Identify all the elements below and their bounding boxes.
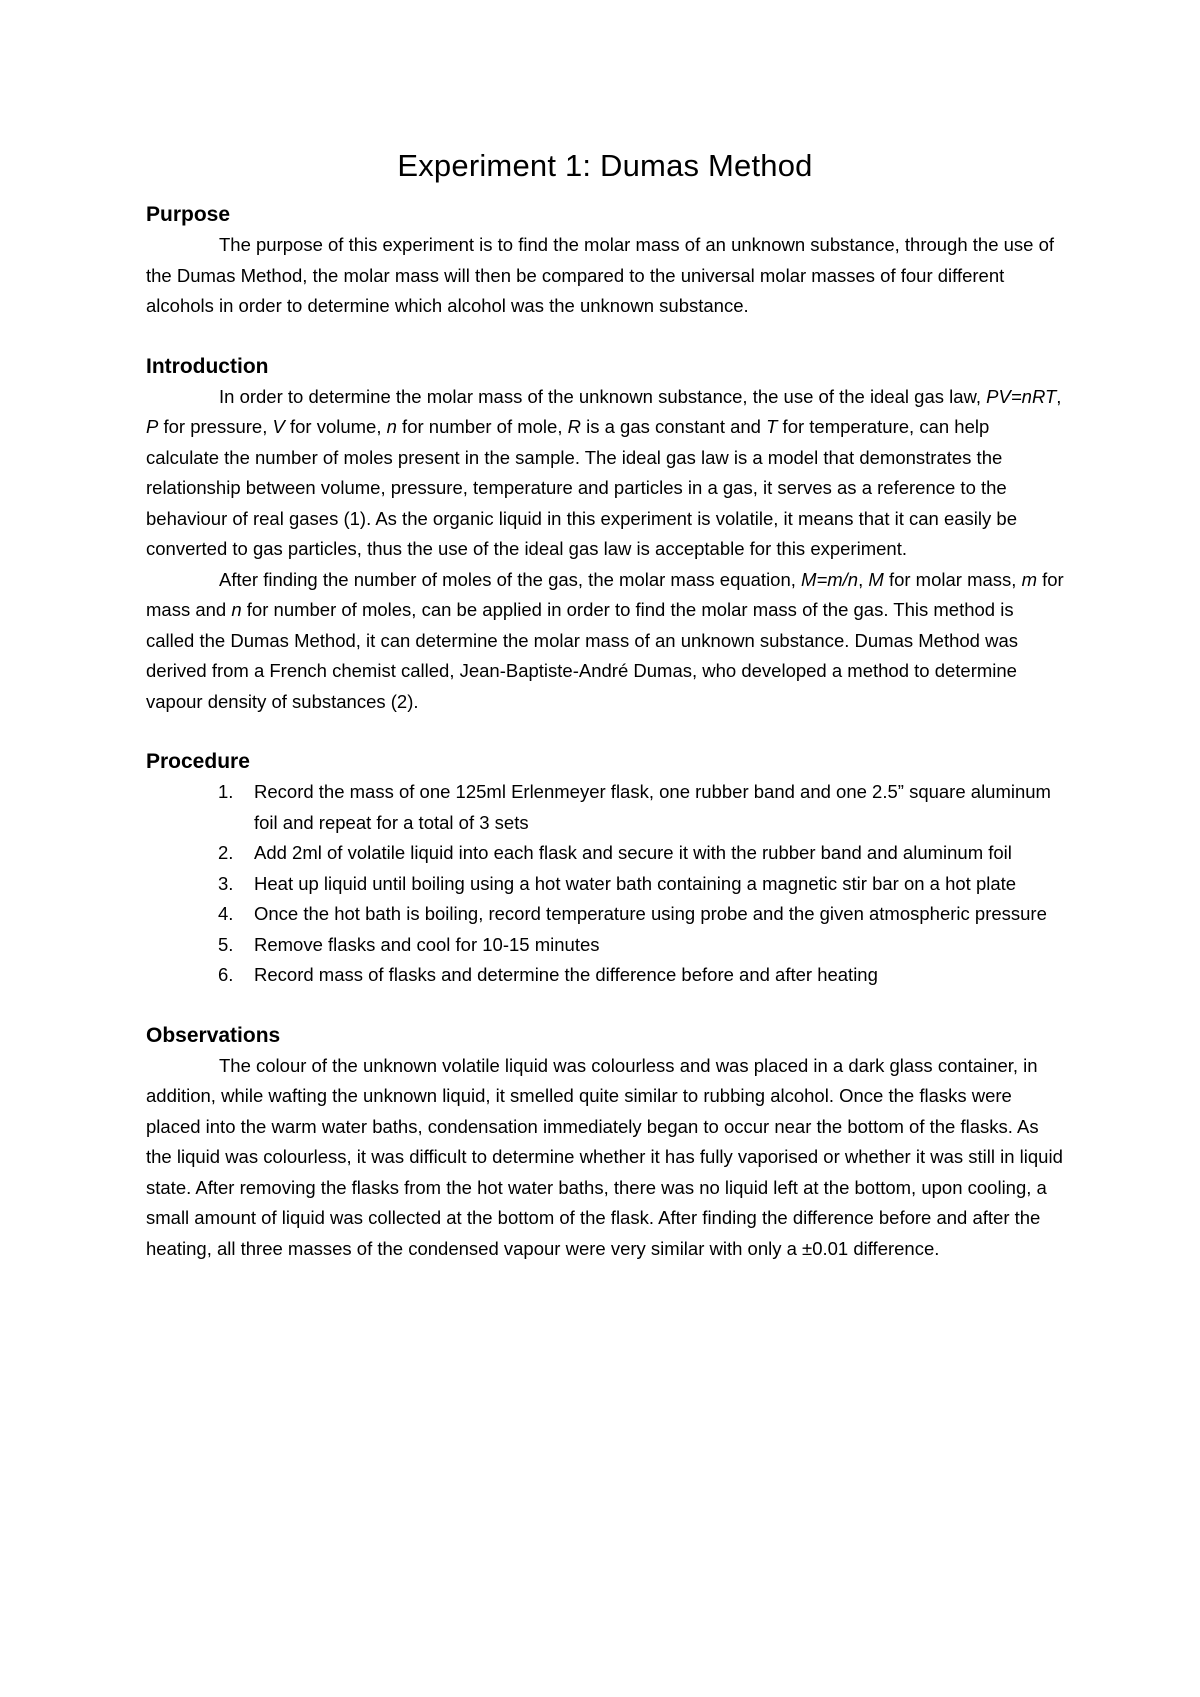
text-run: for mass and bbox=[146, 568, 1064, 620]
molar-mass-equation: M=m/n bbox=[801, 568, 859, 590]
symbol-moles: n bbox=[231, 599, 242, 620]
purpose-heading: Purpose bbox=[146, 203, 231, 226]
step-number: 1. bbox=[218, 781, 234, 802]
text-run: for number of mole, bbox=[396, 416, 568, 437]
page-title: Experiment 1: Dumas Method bbox=[397, 148, 813, 183]
step-text: Remove flasks and cool for 10-15 minutes bbox=[254, 933, 600, 955]
text-run: , bbox=[858, 568, 869, 590]
ideal-gas-equation: PV=nRT bbox=[986, 385, 1057, 407]
symbol-mass: m bbox=[1021, 568, 1037, 590]
text-run: for volume, bbox=[284, 416, 387, 437]
purpose-section bbox=[146, 200, 1064, 322]
introduction-paragraph-2 bbox=[146, 565, 1064, 718]
symbol-t: T bbox=[766, 416, 778, 437]
step-number: 3. bbox=[218, 872, 234, 894]
document-page bbox=[146, 140, 1064, 1292]
procedure-step bbox=[146, 960, 1064, 991]
purpose-paragraph: The purpose of this experiment is to find the molar mass of an unknown substance, through the use of the Dumas Method, the molar mass will then be compared to the universal molar masses of four different alcohols in order to determine which alcohol was the unknown substance. bbox=[146, 234, 1055, 316]
observations-paragraph: The colour of the unknown volatile liquid was colourless and was placed in a dark glass container, in addition, while wafting the unknown liquid, it smelled quite similar to rubbing alcohol. Once the flasks were placed into the warm water baths, condensation immediately began to occur near the bottom of the flasks. As the liquid was colourless, it was difficult to determine whether it has fully vaporised or whether it was still in liquid state. After removing the flasks from the hot water baths, there was no liquid left at the bottom, upon cooling, a small amount of liquid was collected at the bottom of the flask. After finding the difference before and after the heating, all three masses of the condensed vapour were very similar with only a ±0.01 difference. bbox=[146, 1054, 1063, 1259]
text-run: After finding the number of moles of the gas, the molar mass equation, bbox=[219, 568, 802, 590]
symbol-r: R bbox=[567, 416, 581, 437]
text-run: In order to determine the molar mass of the unknown substance, the use of the ideal gas law, bbox=[219, 385, 987, 407]
step-text: Record mass of flasks and determine the difference before and after heating bbox=[254, 964, 878, 985]
text-run: , bbox=[1056, 385, 1062, 407]
symbol-molar-mass: M bbox=[868, 568, 884, 590]
procedure-step bbox=[146, 777, 1064, 838]
step-number: 6. bbox=[218, 964, 234, 985]
text-run: is a gas constant and bbox=[580, 416, 767, 437]
symbol-v: V bbox=[272, 416, 285, 437]
step-number: 4. bbox=[218, 903, 234, 924]
observations-heading: Observations bbox=[146, 1023, 281, 1047]
procedure-step bbox=[146, 930, 1064, 961]
symbol-n: n bbox=[386, 416, 397, 437]
step-text: Add 2ml of volatile liquid into each flask and secure it with the rubber band and aluminum foil bbox=[254, 842, 1012, 863]
procedure-step bbox=[146, 899, 1064, 930]
symbol-p: P bbox=[146, 416, 159, 437]
step-number: 5. bbox=[218, 933, 234, 955]
step-text: Once the hot bath is boiling, record temperature using probe and the given atmospheric pressure bbox=[254, 903, 1047, 924]
observations-section bbox=[146, 1021, 1064, 1265]
text-run: for temperature, can help calculate the number of moles present in the sample. The ideal gas law is a model that demonstrates the relationship between volume, pressure, temperature and particles in a gas, it serves as a reference to the behaviour of real gases (1). As the organic liquid in this experiment is volatile, it means that it can easily be converted to gas particles, thus the use of the ideal gas law is acceptable for this experiment. bbox=[146, 416, 1017, 559]
procedure-heading: Procedure bbox=[146, 750, 250, 773]
procedure-step bbox=[146, 838, 1064, 869]
procedure-section bbox=[146, 747, 1064, 991]
text-run: for pressure, bbox=[158, 416, 273, 437]
text-run: for number of moles, can be applied in order to find the molar mass of the gas. This method is called the Dumas Method, it can determine the molar mass of an unknown substance. Dumas Method was derived from a French chemist called, Jean-Baptiste-André Dumas, who developed a method to determine vapour density of substances (2). bbox=[146, 599, 1018, 712]
introduction-heading: Introduction bbox=[146, 354, 269, 378]
step-number: 2. bbox=[218, 842, 234, 863]
text-run: for molar mass, bbox=[883, 568, 1022, 590]
procedure-steps-list bbox=[146, 777, 1064, 991]
introduction-paragraph-1 bbox=[146, 382, 1064, 565]
introduction-section bbox=[146, 352, 1064, 718]
step-text: Record the mass of one 125ml Erlenmeyer flask, one rubber band and one 2.5” square aluminum foil and repeat for a total of 3 sets bbox=[254, 781, 1051, 833]
procedure-step bbox=[146, 869, 1064, 900]
step-text: Heat up liquid until boiling using a hot water bath containing a magnetic stir bar on a hot plate bbox=[254, 872, 1017, 894]
